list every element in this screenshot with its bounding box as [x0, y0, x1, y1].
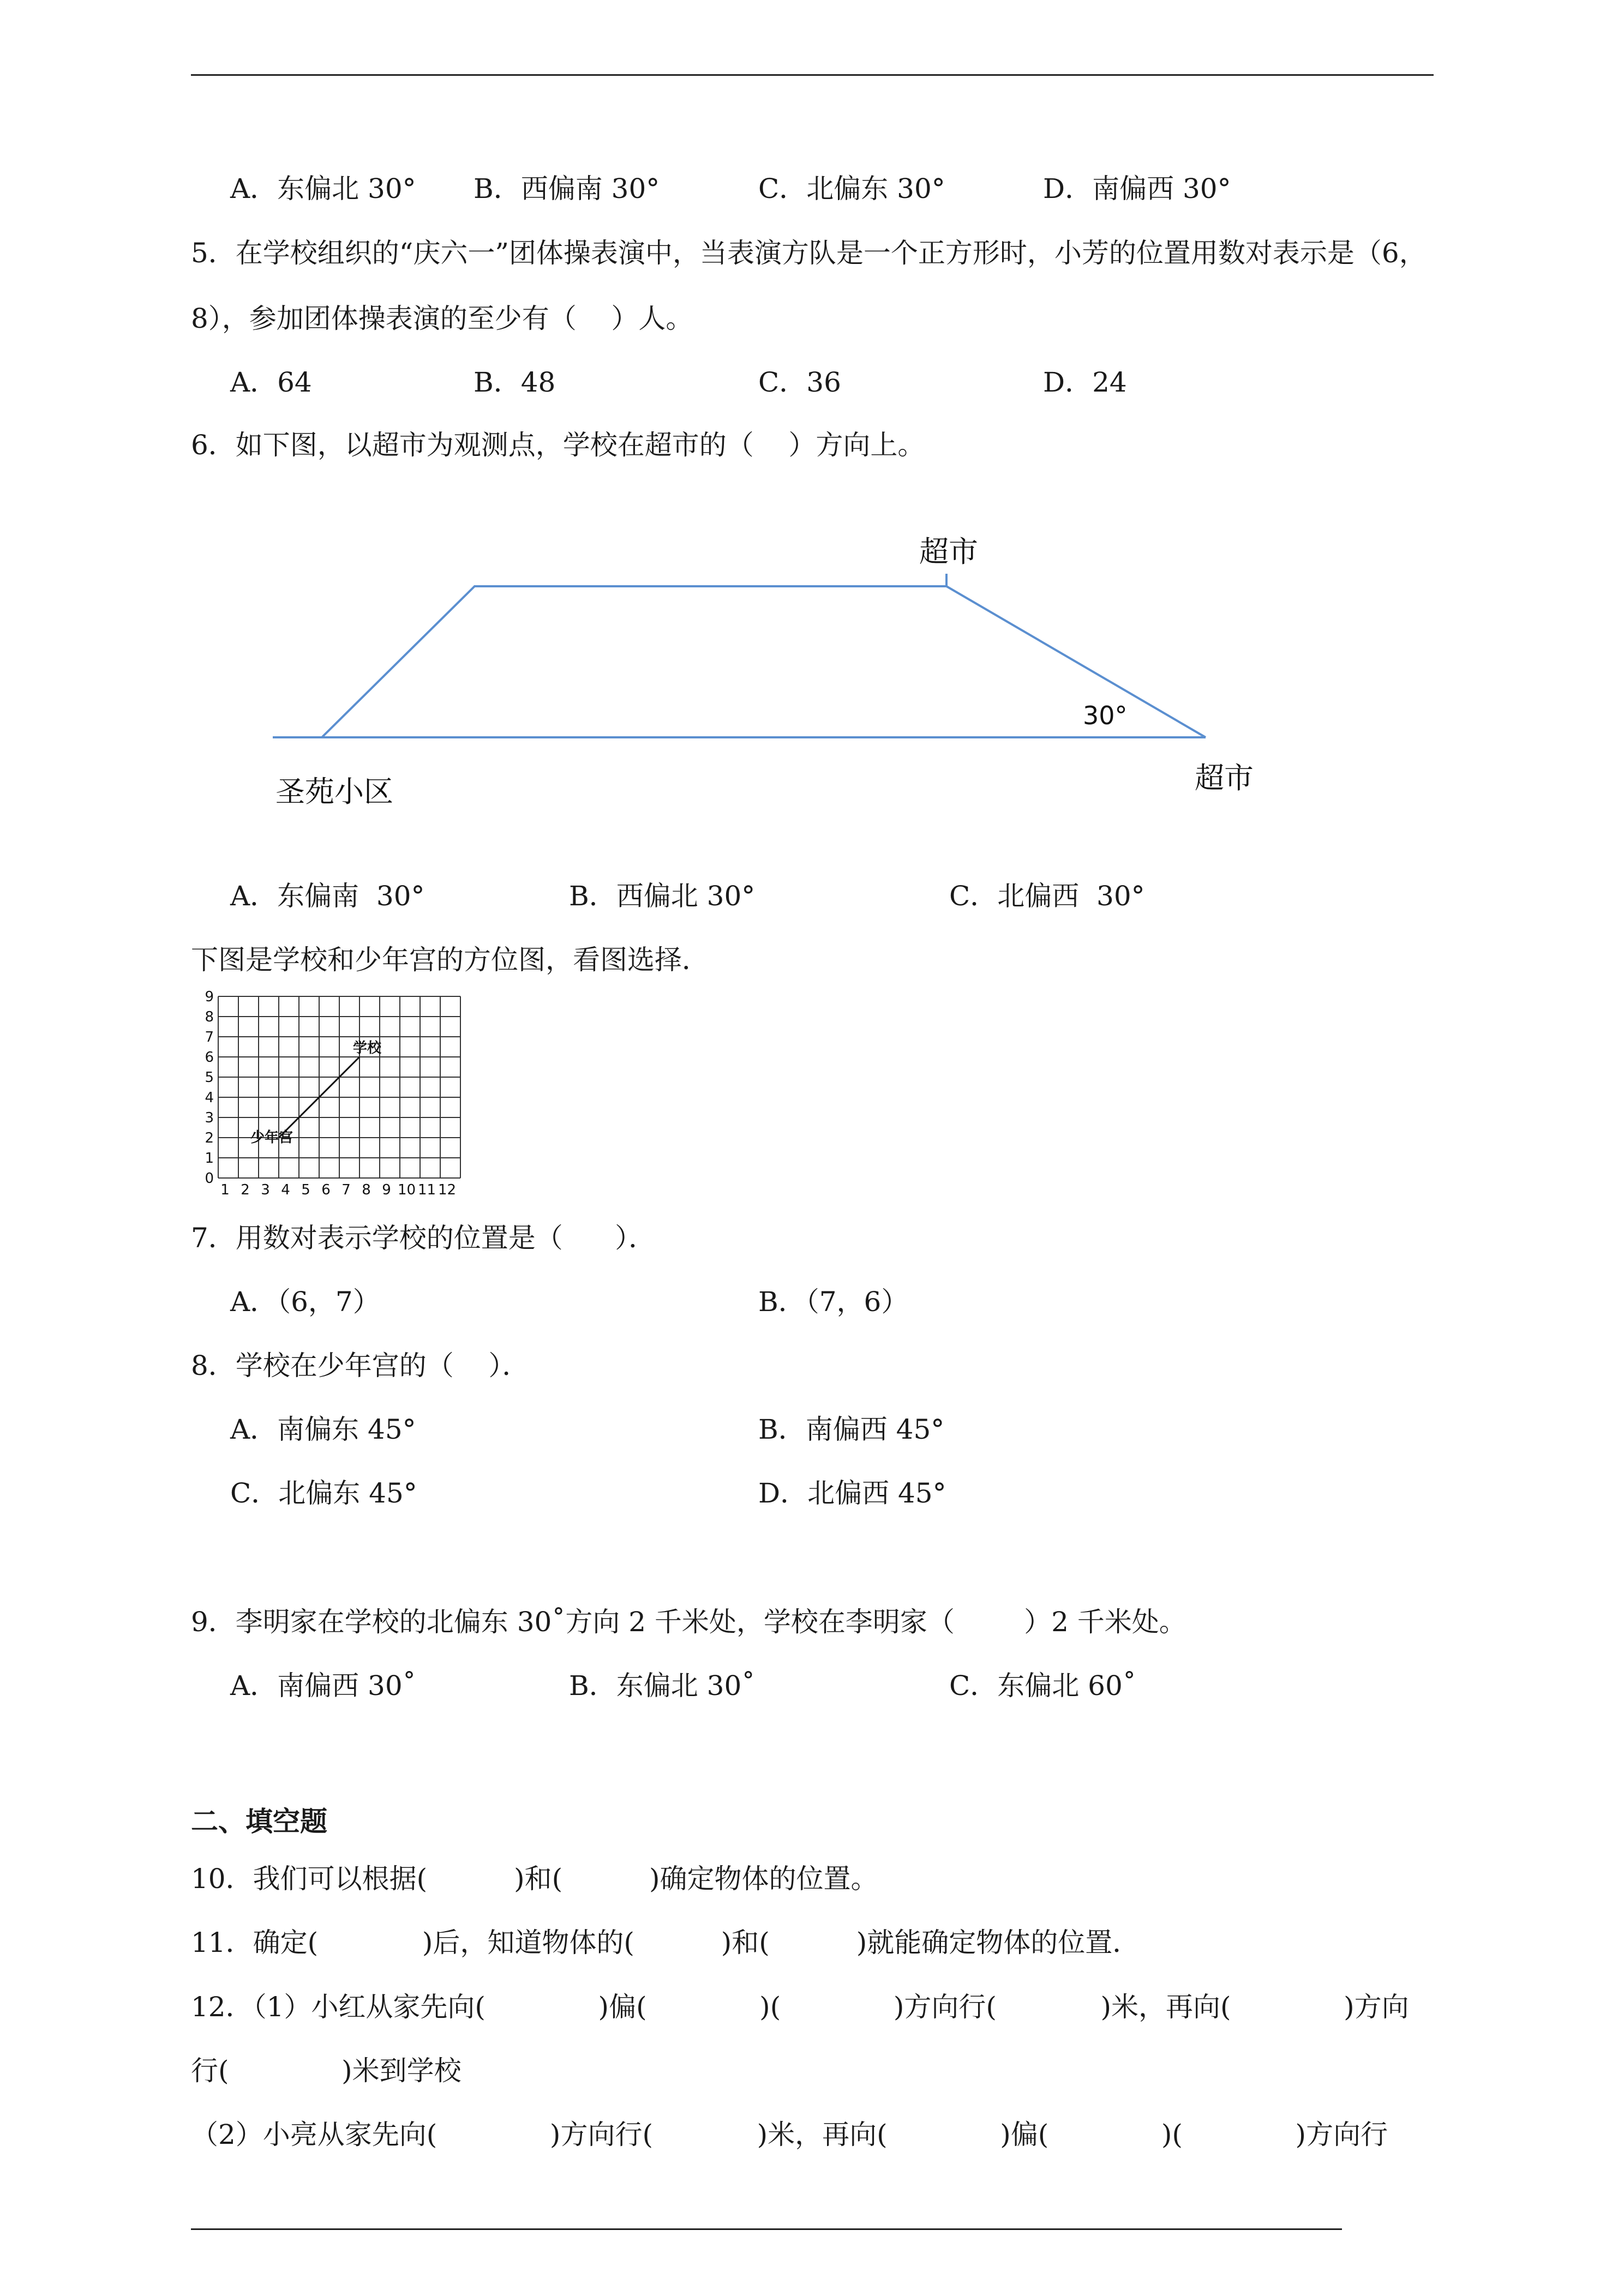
label-angle: 30° — [1083, 701, 1128, 730]
q5-stem-line1: 5．在学校组织的“庆六一”团体操表演中，当表演方队是一个正方形时，小芳的位置用数对表示是（6， — [191, 237, 1427, 269]
grid-y-tick: 8 — [205, 1009, 214, 1025]
q6-option-b[interactable]: B．西偏北 30° — [569, 880, 756, 912]
q9-stem: 9．李明家在学校的北偏东 30˚方向 2 千米处，学校在李明家（ ）2 千米处。 — [191, 1606, 1186, 1638]
q12-line2: 行( )米到学校 — [191, 2055, 462, 2087]
label-left: 圣苑小区 — [275, 774, 393, 809]
grid-y-tick: 7 — [205, 1029, 214, 1045]
grid-x-tick: 1 — [220, 1182, 230, 1198]
q8-option-c[interactable]: C．北偏东 45° — [230, 1477, 417, 1509]
grid-y-tick: 4 — [205, 1090, 214, 1106]
grid-label-palace: 少年宫 — [250, 1129, 293, 1146]
q12-line1: 12．（1）小红从家先向( )偏( )( )方向行( )米，再向( )方向 — [191, 1991, 1409, 2023]
grid-x-tick: 6 — [321, 1182, 331, 1198]
q4-option-d[interactable]: D．南偏西 30° — [1043, 173, 1231, 205]
q5-option-b[interactable]: B．48 — [474, 366, 556, 398]
q6-option-a[interactable]: A．东偏南 30° — [230, 880, 425, 912]
q12-line3: （2）小亮从家先向( )方向行( )米，再向( )偏( )( )方向行 — [191, 2119, 1388, 2150]
q5-option-a[interactable]: A．64 — [230, 366, 312, 398]
q8-option-a[interactable]: A．南偏东 45° — [230, 1414, 416, 1445]
q7-stem: 7．用数对表示学校的位置是（ ）． — [191, 1222, 656, 1254]
grid-y-tick: 9 — [205, 989, 214, 1005]
q8-option-d[interactable]: D．北偏西 45° — [758, 1477, 946, 1509]
q7-option-b[interactable]: B．（7，6） — [758, 1286, 909, 1318]
grid-x-tick: 3 — [261, 1182, 270, 1198]
grid-x-tick: 7 — [341, 1182, 351, 1198]
label-top: 超市 — [919, 534, 978, 569]
grid-y-tick: 3 — [205, 1110, 214, 1126]
q9-option-c[interactable]: C．东偏北 60˚ — [949, 1670, 1136, 1702]
grid-y-tick: 5 — [205, 1069, 214, 1086]
q5-option-d[interactable]: D．24 — [1043, 366, 1127, 398]
grid-y-tick: 1 — [205, 1150, 214, 1167]
grid-y-tick: 2 — [205, 1130, 214, 1146]
q10-stem: 10．我们可以根据( )和( )确定物体的位置。 — [191, 1863, 878, 1895]
q5-option-c[interactable]: C．36 — [758, 366, 841, 398]
q6-option-c[interactable]: C．北偏西 30° — [949, 880, 1145, 912]
q11-stem: 11．确定( )后，知道物体的( )和( )就能确定物体的位置． — [191, 1927, 1140, 1958]
grid-y-tick: 0 — [205, 1170, 214, 1187]
grid-x-tick: 10 — [397, 1182, 416, 1198]
grid-x-tick: 8 — [362, 1182, 371, 1198]
q8-option-b[interactable]: B．南偏西 45° — [758, 1414, 945, 1445]
grid-x-tick: 5 — [301, 1182, 310, 1198]
grid-label-school: 学校 — [353, 1040, 382, 1056]
grid-x-tick: 9 — [382, 1182, 391, 1198]
grid-x-tick: 4 — [281, 1182, 290, 1198]
grid-y-tick: 6 — [205, 1049, 214, 1066]
grid-x-tick: 2 — [241, 1182, 250, 1198]
grid-x-tick: 11 — [417, 1182, 436, 1198]
q4-option-b[interactable]: B．西偏南 30° — [474, 173, 660, 205]
label-right: 超市 — [1195, 761, 1254, 795]
q9-option-a[interactable]: A．南偏西 30˚ — [230, 1670, 416, 1702]
grid-x-tick: 12 — [438, 1182, 457, 1198]
q9-option-b[interactable]: B．东偏北 30˚ — [569, 1670, 756, 1702]
q7-option-a[interactable]: A．（6，7） — [230, 1286, 380, 1318]
q4-option-a[interactable]: A．东偏北 30° — [230, 173, 416, 205]
footer-rule — [191, 2228, 1342, 2230]
section-heading: 二、填空题 — [191, 1806, 327, 1837]
q5-stem-line2: 8），参加团体操表演的至少有（ ）人。 — [191, 303, 693, 334]
q8-stem: 8．学校在少年宫的（ ）． — [191, 1350, 530, 1381]
grid-intro: 下图是学校和少年宫的方位图，看图选择． — [191, 944, 709, 976]
q6-stem: 6．如下图，以超市为观测点，学校在超市的（ ）方向上。 — [191, 429, 925, 461]
q4-option-c[interactable]: C．北偏东 30° — [758, 173, 945, 205]
